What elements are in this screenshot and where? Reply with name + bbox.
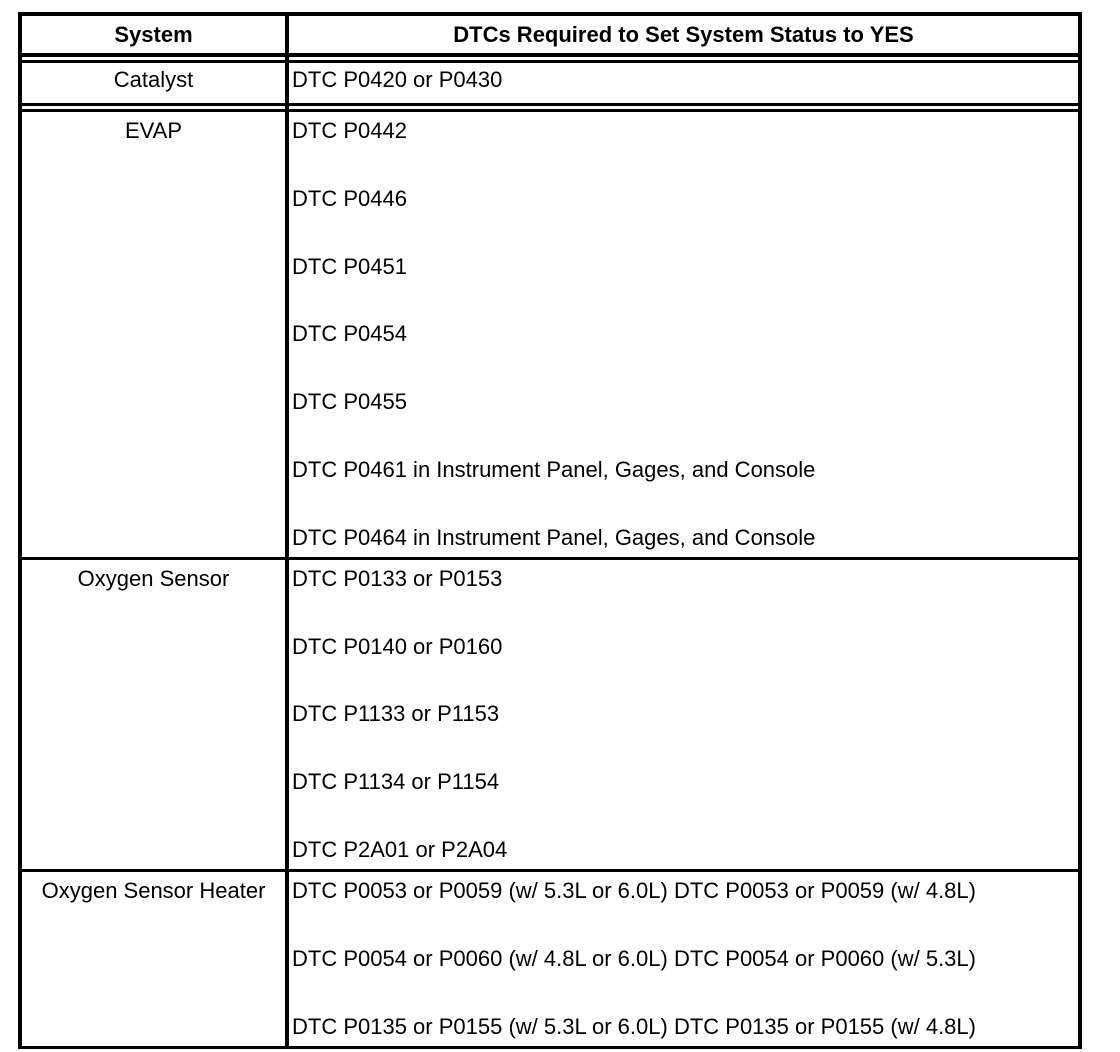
dtc-status-table <box>18 12 1082 1049</box>
dtc-item: DTC P0451 <box>292 253 407 279</box>
dtc-item: DTC P2A01 or P2A04 <box>292 836 508 862</box>
system-cell: Oxygen Sensor Heater <box>20 870 287 1047</box>
dtc-item: DTC P0446 <box>292 185 407 211</box>
table-row <box>20 111 1080 559</box>
dtc-cell <box>287 111 1080 559</box>
table-row <box>20 558 1080 870</box>
dtc-item: DTC P0140 or P0160 <box>292 633 503 659</box>
header-dtcs: DTCs Required to Set System Status to YES <box>287 14 1080 55</box>
dtc-item: DTC P1133 or P1153 <box>292 701 500 727</box>
table-row <box>20 62 1080 105</box>
dtc-item: DTC P0135 or P0155 (w/ 5.3L or 6.0L) DTC P0135 or P0155 (w/ 4.8L) <box>292 1013 976 1039</box>
dtc-item: DTC P0054 or P0060 (w/ 4.8L or 6.0L) DTC P0054 or P0060 (w/ 5.3L) <box>292 945 976 971</box>
dtc-cell <box>287 870 1080 1047</box>
dtc-item: DTC P0464 in Instrument Panel, Gages, and Console <box>292 524 816 550</box>
table-row <box>20 870 1080 1047</box>
dtc-item: DTC P0454 <box>292 321 407 347</box>
dtc-cell <box>287 558 1080 870</box>
header-system: System <box>20 14 287 55</box>
dtc-item: DTC P0461 in Instrument Panel, Gages, and Console <box>292 456 816 482</box>
dtc-item: DTC P1134 or P1154 <box>292 769 500 795</box>
system-cell: EVAP <box>20 111 287 559</box>
dtc-cell <box>287 62 1080 105</box>
dtc-item: DTC P0442 <box>292 118 407 143</box>
system-cell: Oxygen Sensor <box>20 558 287 870</box>
system-cell: Catalyst <box>20 62 287 105</box>
dtc-item: DTC P0053 or P0059 (w/ 5.3L or 6.0L) DTC P0053 or P0059 (w/ 4.8L) <box>292 877 976 903</box>
dtc-item: DTC P0420 or P0430 <box>292 67 503 92</box>
header-row <box>20 14 1080 55</box>
dtc-item: DTC P0455 <box>292 389 407 415</box>
dtc-item: DTC P0133 or P0153 <box>292 565 503 591</box>
